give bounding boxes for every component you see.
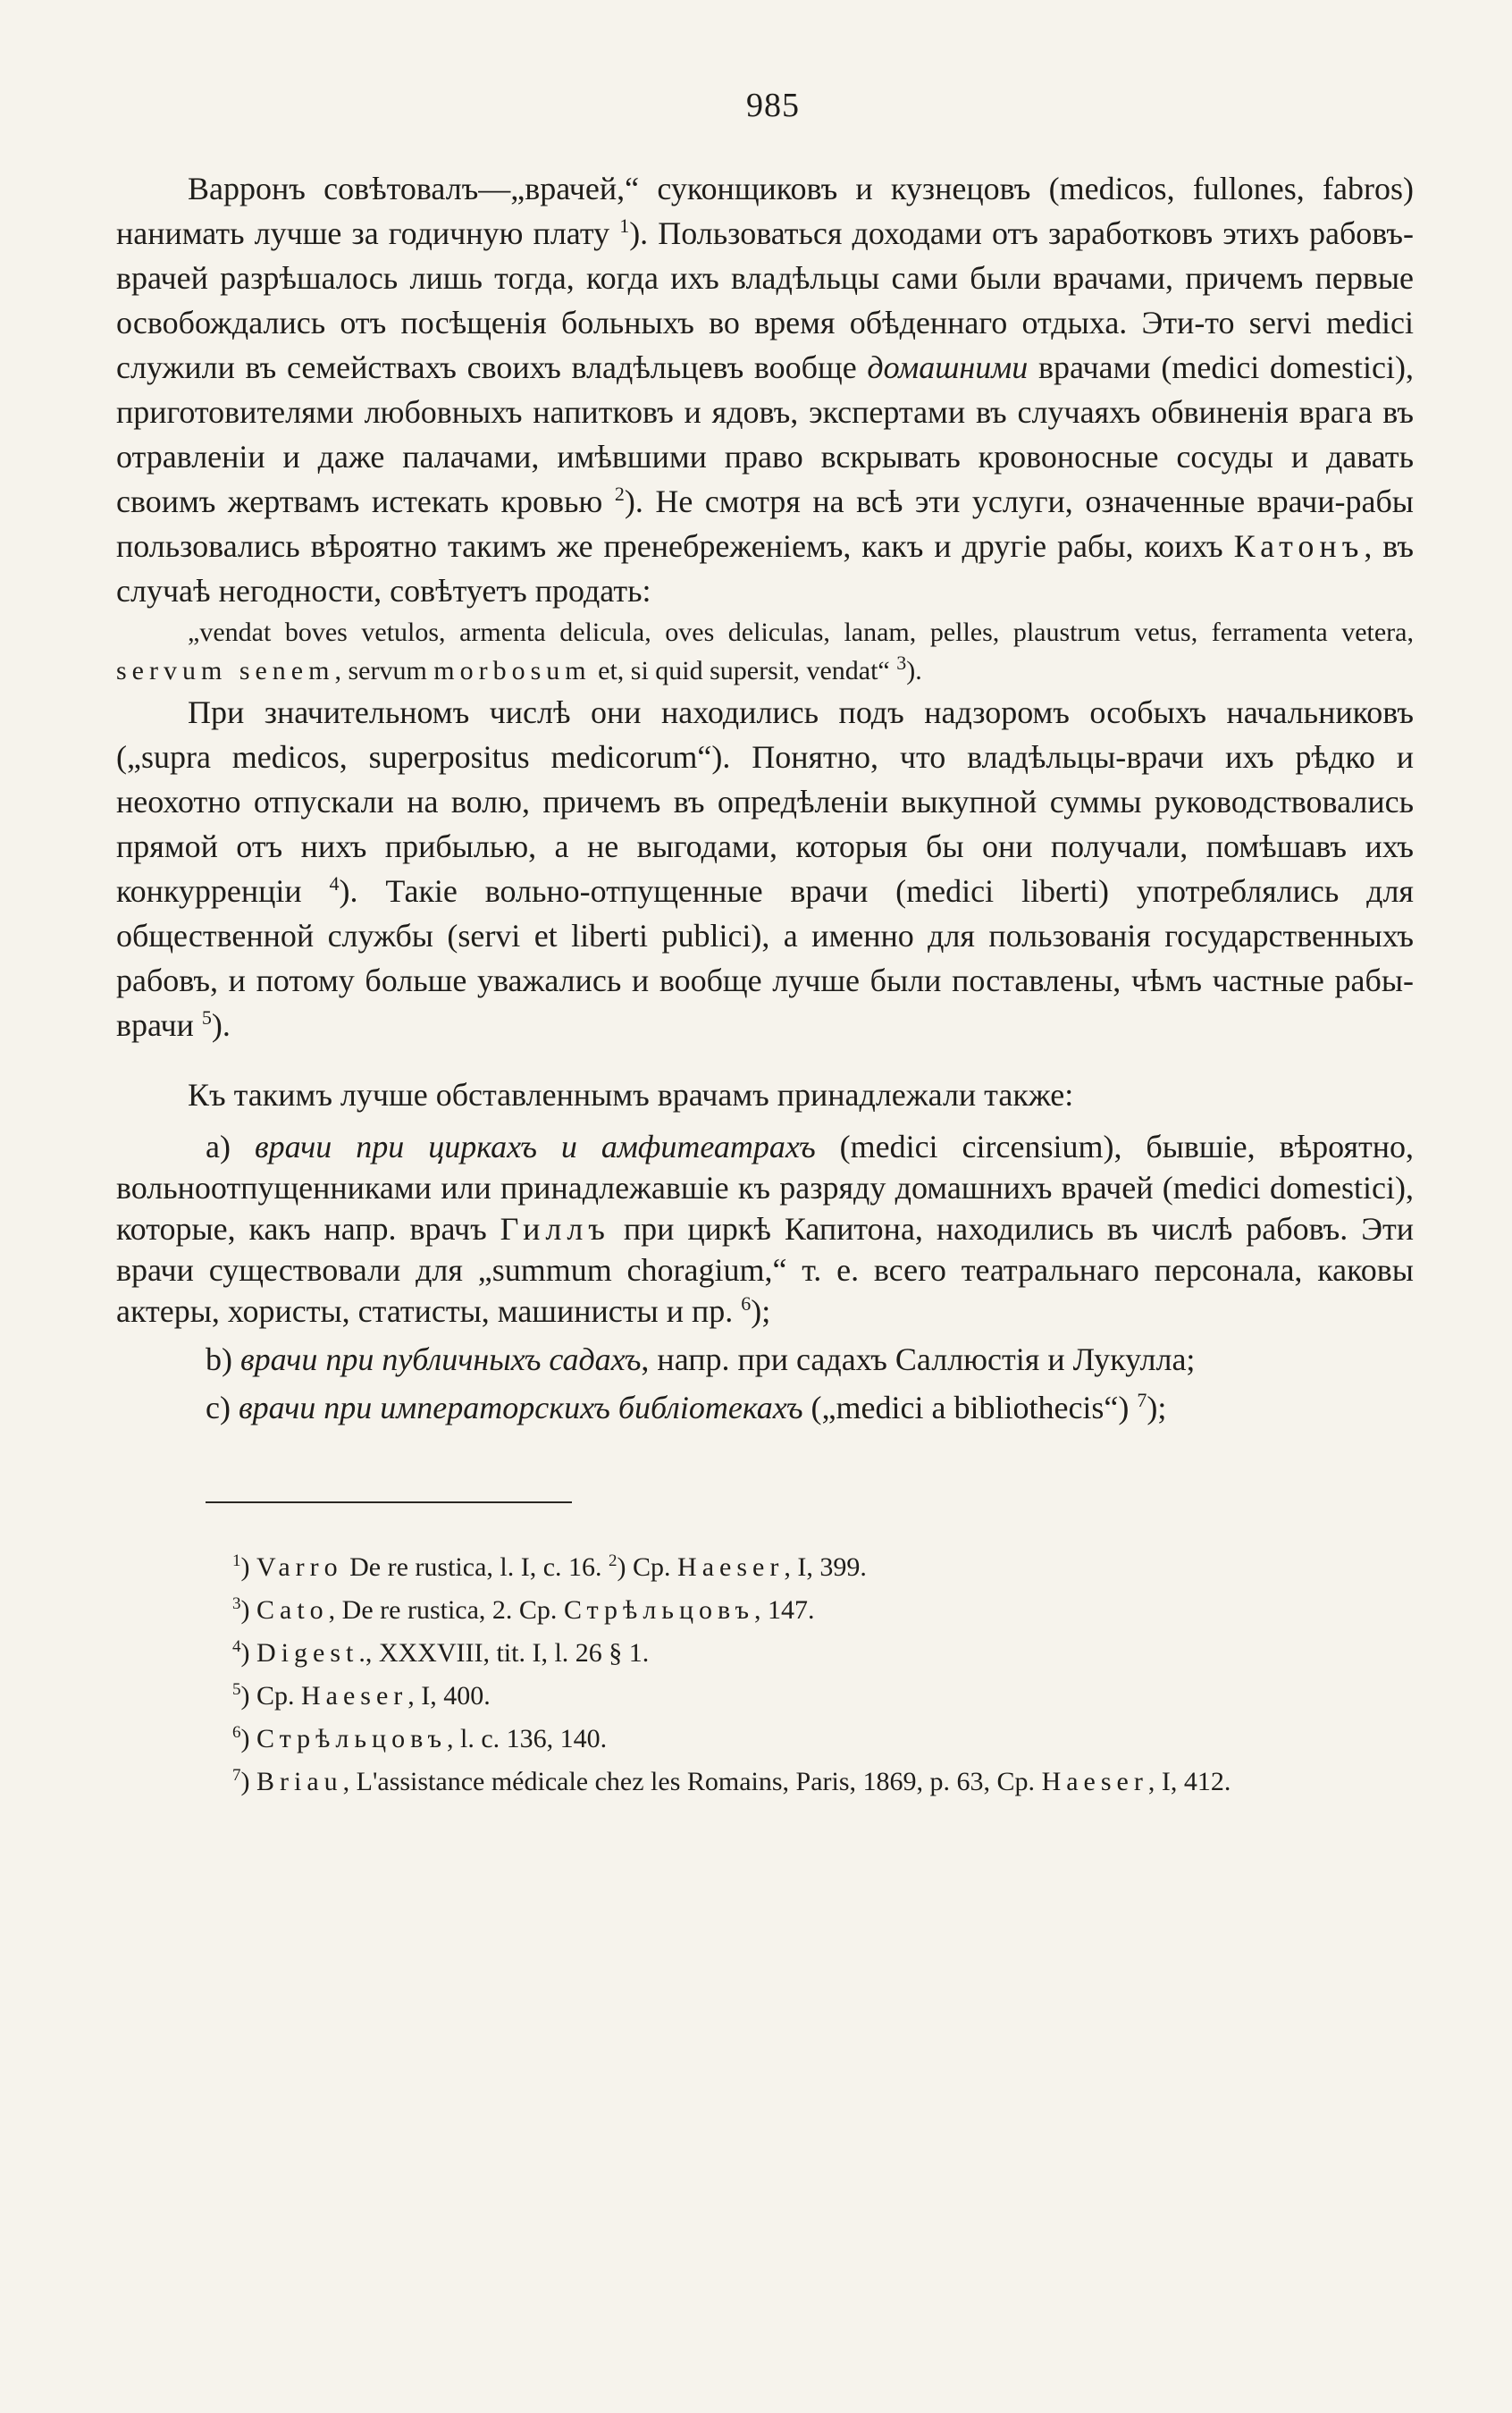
footnote-ref[interactable]: 2 bbox=[614, 483, 625, 505]
main-text bbox=[116, 166, 1414, 1117]
physician-list bbox=[116, 1126, 1414, 1428]
paragraph-list-intro: Къ такимъ лучше обставленнымъ врачамъ принадлежали также: bbox=[188, 1077, 1074, 1113]
footnote-1: $^1$) Varro De re rustica, l. I, c. 16. $^2$) Ср. Haeser, I, 399. bbox=[232, 1551, 867, 1582]
page-number: 985 bbox=[746, 87, 800, 124]
footnote-divider bbox=[206, 1501, 572, 1503]
footnote-ref[interactable]: 5 bbox=[201, 1006, 212, 1029]
paragraph-varro: Варронъ совѣтовалъ—„врачей,“ суконщиковъ и кузнецовъ (medicos, fullones, fabros) нанимать лучше за годичную плату $^1$). Пользоваться доходами отъ заработковъ этихъ рабовъ-врачей разрѣшалось лишь тогда, когда ихъ владѣльцы сами были врачами, причемъ первые освобождались отъ посѣщенія больныхъ во время обѣденнаго отдыха. Эти-то servi medici служили въ семействахъ своихъ владѣльцевъ вообще домашними врачами (medici domestici), приготовителями любовныхъ напитковъ и ядовъ, экспертами въ случаяхъ обвиненія врага въ отравленіи и даже палачами, имѣвшими право вскрывать кровоносные сосуды и давать своимъ жертвамъ истекать кровью $^2$). Не смотря на всѣ эти услуги, означенные врачи-рабы пользовались вѣроятно такимъ же пренебреженіемъ, какъ и другіе рабы, коихъ Катонъ, въ случаѣ негодности, совѣтуетъ продать: bbox=[116, 171, 1414, 609]
paragraph-supervisors: При значительномъ числѣ они находились подъ надзоромъ особыхъ начальниковъ („supra medicos, superpositus medicorum“). Понятно, что владѣльцы-врачи ихъ рѣдко и неохотно отпускали на волю, причемъ въ опредѣленіи выкупной суммы руководствовались прямой отъ нихъ прибылью, а не выгодами, которыя бы они получали, помѣшавъ ихъ конкурренціи $^4$). Такіе вольно-отпущенные врачи (medici liberti) употреблялись для общественной службы (servi et liberti publici), а именно для пользованія государственныхъ рабовъ, и потому больше уважались и вообще лучше были поставлены, чѣмъ частные рабы-врачи $^5$). bbox=[116, 694, 1414, 1043]
footnotes bbox=[116, 1546, 1414, 1803]
footnote-5: $^5$) Ср. Haeser, I, 400. bbox=[232, 1680, 491, 1711]
footnote-6: $^6$) Стрѣльцовъ, l. c. 136, 140. bbox=[232, 1723, 608, 1753]
latin-quote: „vendat boves vetulos, armenta delicula, oves deliculas, lanam, pelles, plaustrum vetus, ferramenta vetera, servum senem, servum morbosum et, si quid supersit, vendat“ $^3$). bbox=[116, 618, 1414, 685]
footnote-ref[interactable]: 6 bbox=[741, 1292, 752, 1315]
footnote-ref[interactable]: 1 bbox=[619, 214, 630, 237]
footnote-ref[interactable]: 4 bbox=[329, 872, 340, 895]
footnote-4: $^4$) Digest., XXXVIII, tit. I, l. 26 § 1. bbox=[232, 1637, 650, 1668]
footnote-ref[interactable]: 3 bbox=[896, 652, 907, 674]
footnote-3: $^3$) Cato, De re rustica, 2. Ср. Стрѣльцовъ, 147. bbox=[232, 1594, 815, 1625]
footnote-7: $^7$) Briau, L'assistance médicale chez les Romains, Paris, 1869, p. 63, Ср. Haeser, I, 412. bbox=[232, 1766, 1231, 1796]
list-item-a: a) врачи при циркахъ и амфитеатрахъ (medici circensium), бывшіе, вѣроятно, вольноотпущенниками или принадлежавшіе къ разряду домашнихъ врачей (medici domestici), которые, какъ напр. врачъ Гиллъ при циркѣ Капитона, находились въ числѣ рабовъ. Эти врачи существовали для „summum choragium,“ т. е. всего театральнаго персонала, каковы актеры, хористы, статисты, машинисты и пр. $^6$); bbox=[116, 1129, 1414, 1329]
list-item-c: c) врачи при императорскихъ библіотекахъ („medici a bibliothecis“) $^7$); bbox=[206, 1389, 1167, 1425]
footnote-ref[interactable]: 7 bbox=[1137, 1389, 1147, 1411]
list-item-b: b) врачи при публичныхъ садахъ, напр. при садахъ Саллюстія и Лукулла; bbox=[206, 1341, 1196, 1377]
